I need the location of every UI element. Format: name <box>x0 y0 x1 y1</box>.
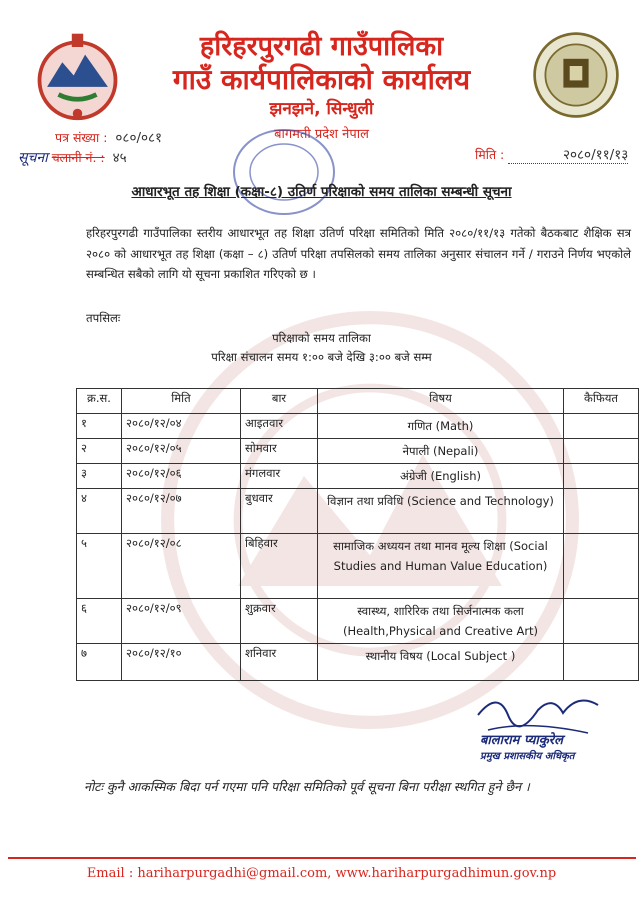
row-remark <box>564 534 639 599</box>
row-remark <box>564 414 639 439</box>
row-sn: १ <box>77 414 122 439</box>
col-date: मिति <box>122 389 241 414</box>
footer-contact: Email : hariharpurgadhi@gmail.com, www.hariharpurgadhimun.gov.np <box>86 866 557 881</box>
row-day: मंगलवार <box>241 464 318 489</box>
footnote: नोटः कुनै आकस्मिक बिदा पर्न गएमा पनि परिक्षा समितिको पूर्व सूचना बिना परीक्षा स्थगित हुने छैन । <box>84 779 530 794</box>
schedule-time: परिक्षा संचालन समय १:०० बजे देखि ३:०० बजे सम्म <box>211 350 432 364</box>
table-row <box>77 644 639 681</box>
row-day: आइतवार <box>241 414 318 439</box>
row-subject: गणित (Math) <box>318 414 564 439</box>
row-subject: अंग्रेजी (English) <box>318 464 564 489</box>
row-date: २०८०/१२/१० <box>122 644 241 681</box>
row-day: बिहिवार <box>241 534 318 599</box>
col-remark: कैफियत <box>564 389 639 414</box>
row-sn: २ <box>77 439 122 464</box>
signer-title: प्रमुख प्रशासकीय अधिकृत <box>480 751 575 762</box>
date-label: मिति : <box>475 147 505 162</box>
notice-title: आधारभूत तह शिक्षा (कक्षा-८) उतिर्ण परिक्षाको समय तालिका सम्बन्धी सूचना <box>131 184 512 200</box>
location: झनझने, सिन्धुली <box>269 99 374 119</box>
chalani-hand: सूचना <box>18 150 48 166</box>
row-date: २०८०/१२/०७ <box>122 489 241 534</box>
row-day: सोमवार <box>241 439 318 464</box>
schedule-title: परिक्षाको समय तालिका <box>272 331 371 345</box>
signer-name: बालाराम प्याकुरेल <box>480 733 563 748</box>
row-subject: सामाजिक अध्ययन तथा मानव मूल्य शिक्षा (Social Studies and Human Value Education) <box>318 534 564 599</box>
row-sn: ३ <box>77 464 122 489</box>
row-subject: स्थानीय विषय (Local Subject ) <box>318 644 564 681</box>
row-sn: ७ <box>77 644 122 681</box>
footer-divider <box>8 857 636 859</box>
date-value: २०८०/११/१३ <box>508 145 628 164</box>
notice-body: हरिहरपुरगढी गाउँपालिका स्तरीय आधारभूत तह शिक्षा उतिर्ण परिक्षा समितिको मिति २०८०/११/१३ गतेको बैठकबाट शैक्षिक सत्र २०८० को आधारभूत तह शिक्षा (कक्षा – ८) उतिर्ण परिक्षा तपसिलको समय तालिका अनुसार संचालन गर्ने / गराउने निर्णय भएकोले सम्बन्धित सबैको लागि यो सूचना प्रकाशित गरिएको छ । <box>86 226 631 281</box>
signer-block <box>480 730 574 762</box>
row-date: २०८०/१२/०८ <box>122 534 241 599</box>
row-remark <box>564 464 639 489</box>
row-sn: ६ <box>77 599 122 644</box>
row-date: २०८०/१२/०४ <box>122 414 241 439</box>
table-header-row <box>77 389 639 414</box>
tapasil-label: तपसिलः <box>86 311 121 325</box>
chalani-value: ४५ <box>112 150 127 166</box>
office-stamp-icon <box>228 124 340 220</box>
row-day: बुधवार <box>241 489 318 534</box>
chalani-number <box>18 148 127 167</box>
table-row <box>77 439 639 464</box>
row-subject: नेपाली (Nepali) <box>318 439 564 464</box>
table-row <box>77 414 639 439</box>
row-date: २०८०/१२/०९ <box>122 599 241 644</box>
office-name: गाउँ कार्यपालिकाको कार्यालय <box>172 63 471 96</box>
row-remark <box>564 599 639 644</box>
row-remark <box>564 644 639 681</box>
province: बागमती प्रदेश नेपाल <box>274 127 369 142</box>
chalani-label: चलानी नं. : <box>51 150 105 165</box>
patra-sankhya <box>55 128 162 146</box>
row-day: शुक्रवार <box>241 599 318 644</box>
patra-value: ०८०/०८१ <box>115 130 163 146</box>
row-remark <box>564 489 639 534</box>
row-remark <box>564 439 639 464</box>
table-row <box>77 534 639 599</box>
table-row <box>77 464 639 489</box>
row-subject: स्वास्थ्य, शारिरिक तथा सिर्जनात्मक कला (Health,Physical and Creative Art) <box>318 599 564 644</box>
row-sn: ४ <box>77 489 122 534</box>
row-date: २०८०/१२/०५ <box>122 439 241 464</box>
row-subject: विज्ञान तथा प्रविधि (Science and Technology) <box>318 489 564 534</box>
date-field <box>475 145 628 164</box>
row-date: २०८०/१२/०६ <box>122 464 241 489</box>
patra-label: पत्र संख्या : <box>55 130 108 145</box>
table-row <box>77 489 639 534</box>
col-day: बार <box>241 389 318 414</box>
exam-schedule-table <box>76 388 639 681</box>
org-name: हरिहरपुरगढी गाउँपालिका <box>199 31 444 62</box>
col-sn: क्र.स. <box>77 389 122 414</box>
table-row <box>77 599 639 644</box>
col-subject: विषय <box>318 389 564 414</box>
row-day: शनिवार <box>241 644 318 681</box>
row-sn: ५ <box>77 534 122 599</box>
